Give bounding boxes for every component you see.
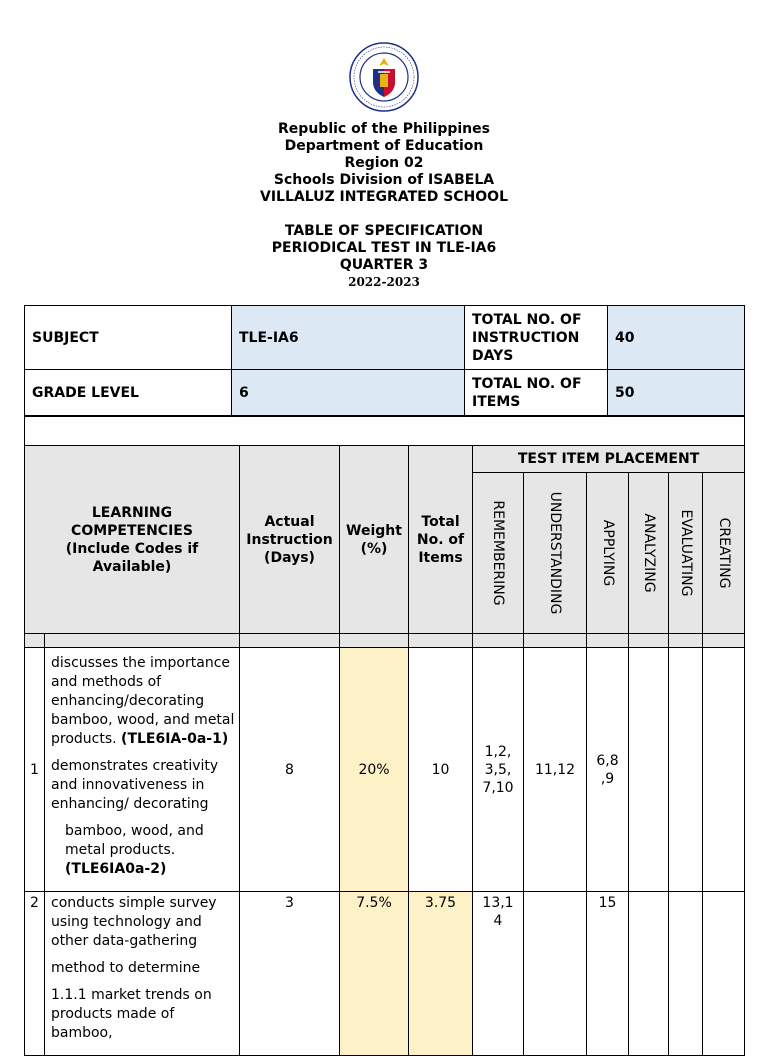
doc-school-year: 2022-2023 <box>348 275 420 289</box>
creating-cell <box>703 892 745 1056</box>
document-header <box>0 121 768 290</box>
subject-label: SUBJECT <box>25 306 232 370</box>
remembering-cell: 1,2, 3,5, 7,10 <box>473 648 524 892</box>
row-number: 2 <box>25 892 45 1056</box>
instruction-days-label: TOTAL NO. OF INSTRUCTION DAYS <box>465 306 608 370</box>
header-division: Schools Division of ISABELA <box>273 172 495 188</box>
analyzing-cell <box>629 892 669 1056</box>
days-cell: 3 <box>240 892 340 1056</box>
weight-cell: 7.5% <box>340 892 409 1056</box>
total-items-value: 50 <box>608 370 745 417</box>
items-cell: 10 <box>409 648 473 892</box>
table-row <box>25 892 745 1056</box>
creating-cell <box>703 648 745 892</box>
instruction-days-value: 40 <box>608 306 745 370</box>
header-country: Republic of the Philippines <box>278 121 490 137</box>
understanding-cell <box>524 892 587 1056</box>
col-creating-header: CREATING <box>703 473 745 634</box>
col-applying-header: APPLYING <box>587 473 629 634</box>
grade-level-value: 6 <box>232 370 465 417</box>
col-days-header: Actual Instruction (Days) <box>240 446 340 634</box>
col-weight-header: Weight (%) <box>340 446 409 634</box>
header-region: Region 02 <box>344 155 424 171</box>
specification-table <box>24 415 745 1056</box>
days-cell: 8 <box>240 648 340 892</box>
doc-title: TABLE OF SPECIFICATION <box>284 223 484 239</box>
doc-subtitle: PERIODICAL TEST IN TLE-IA6 <box>271 240 497 256</box>
blank-row <box>25 416 745 446</box>
col-items-header: Total No. of Items <box>409 446 473 634</box>
subject-value: TLE-IA6 <box>232 306 465 370</box>
analyzing-cell <box>629 648 669 892</box>
evaluating-cell <box>669 892 703 1056</box>
table-row <box>25 648 745 892</box>
competency-code: (TLE6IA0a-2) <box>65 861 167 877</box>
col-evaluating-header: EVALUATING <box>669 473 703 634</box>
understanding-cell: 11,12 <box>524 648 587 892</box>
remembering-cell: 13,1 4 <box>473 892 524 1056</box>
weight-cell: 20% <box>340 648 409 892</box>
doc-quarter: QUARTER 3 <box>339 257 429 273</box>
total-items-label: TOTAL NO. OF ITEMS <box>465 370 608 417</box>
col-analyzing-header: ANALYZING <box>629 473 669 634</box>
evaluating-cell <box>669 648 703 892</box>
row-number: 1 <box>25 648 45 892</box>
col-understanding-header: UNDERSTANDING <box>524 473 587 634</box>
info-table <box>24 305 745 417</box>
col-competencies-header: LEARNING COMPETENCIES (Include Codes if Available) <box>25 446 240 634</box>
deped-seal-logo <box>349 42 419 112</box>
competency-code: (TLE6IA-0a-1) <box>121 731 229 747</box>
applying-cell: 6,8 ,9 <box>587 648 629 892</box>
applying-cell: 15 <box>587 892 629 1056</box>
test-item-placement-header: TEST ITEM PLACEMENT <box>473 446 745 473</box>
competency-cell: conducts simple survey using technology and other data-gathering method to determine 1.1.1 market trends on products made of bamboo, <box>45 892 240 1056</box>
header-department: Department of Education <box>284 138 484 154</box>
items-cell: 3.75 <box>409 892 473 1056</box>
competency-cell: discusses the importance and methods of enhancing/decorating bamboo, wood, and metal products. (TLE6IA-0a-1) demonstrates creativity and innovativeness in enhancing/ decorating bamboo, wood, and metal products. (TLE6IA0a-2) <box>45 648 240 892</box>
col-remembering-header: REMEMBERING <box>473 473 524 634</box>
grade-level-label: GRADE LEVEL <box>25 370 232 417</box>
header-school: VILLALUZ INTEGRATED SCHOOL <box>259 189 508 205</box>
